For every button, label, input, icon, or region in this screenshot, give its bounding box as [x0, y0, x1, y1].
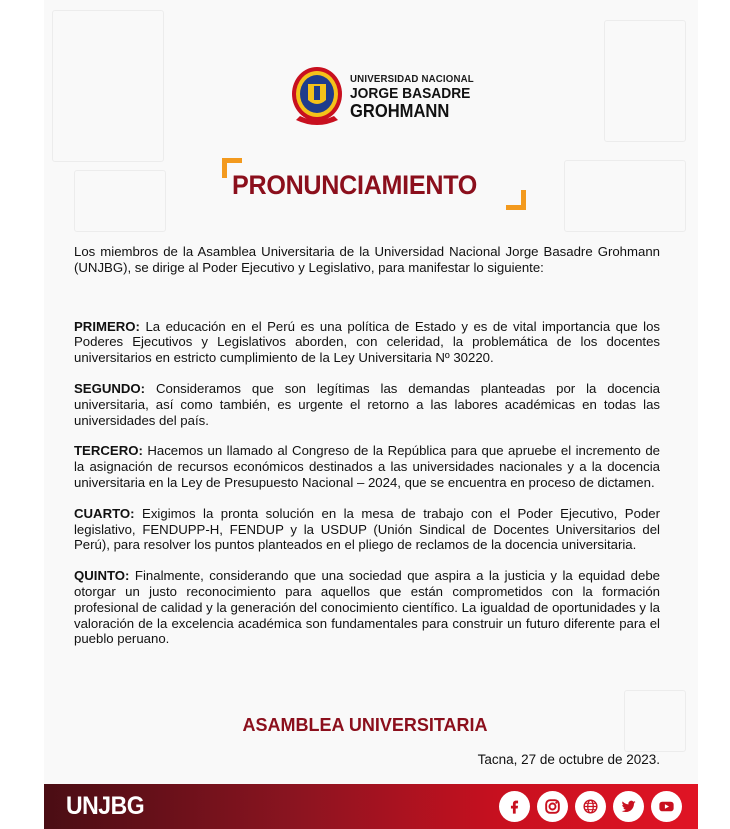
intro-paragraph: Los miembros de la Asamblea Universitaria de la Universidad Nacional Jorge Basadre Grohmann (UNJBG), se dirige al Poder Ejecutivo y Legislativo, para manifestar lo siguiente: [74, 244, 660, 275]
point-tercero [74, 443, 660, 490]
point-text: La educación en el Perú es una política de Estado y es de vital importancia que los Poderes Ejecutivos y Legislativos aborden, con celeridad, la problemática de los docentes universitarios en estricto cumplimiento de la Ley Universitaria Nº 30220. [74, 318, 660, 366]
point-segundo [74, 381, 660, 428]
point-label: QUINTO: [74, 568, 130, 584]
facebook-icon[interactable] [499, 791, 530, 822]
social-links [499, 791, 682, 822]
university-name-line2: JORGE BASADRE [350, 85, 471, 103]
point-text: Consideramos que son legítimas las demandas planteadas por la docencia universitaria, así como también, es urgente el retorno a las labores académicas en todas las universidades del país. [74, 380, 660, 428]
point-text: Exigimos la pronta solución en la mesa de trabajo con el Poder Ejecutivo, Poder legislativo, FENDUPP-H, FENDUP y la USDUP (Unión Sindical de Docentes Universitarios del Perú), para resolver los puntos planteados en el pliego de reclamos de la docencia universitaria. [74, 505, 661, 553]
point-text: Hacemos un llamado al Congreso de la República para que apruebe el incremento de la asignación de recursos económicos destinados a las universidades nacionales y a la docencia universitaria en la Ley de Presupuesto Nacional – 2024, que se encuentra en proceso de dictamen. [74, 443, 661, 490]
youtube-icon[interactable] [651, 791, 682, 822]
document-date: Tacna, 27 de octubre de 2023. [477, 752, 660, 767]
title-block [222, 158, 526, 210]
point-text: Finalmente, considerando que una sociedad que aspira a la justicia y la equidad debe otorgar un justo reconocimiento para aquellos que están comprometidos con la formación profesional de calidad y la generación del conocimiento científico. La igualdad de oportunidades y la valoración de la excelencia académica son fundamentales para construir un futuro diferente para el pueblo peruano. [74, 568, 660, 647]
point-cuarto [74, 506, 660, 553]
point-quinto [74, 568, 660, 647]
footer-bar [44, 784, 698, 829]
signature: ASAMBLEA UNIVERSITARIA [242, 715, 488, 735]
background-pattern-box [604, 20, 686, 142]
document-body [74, 244, 660, 662]
footer-brand: UNJBG [66, 792, 145, 820]
twitter-icon[interactable] [613, 791, 644, 822]
background-pattern-box [564, 160, 686, 232]
point-label: TERCERO: [74, 443, 143, 459]
point-label: SEGUNDO: [74, 380, 146, 396]
point-label: PRIMERO: [74, 318, 140, 334]
background-pattern-box [52, 10, 164, 162]
university-seal-icon [290, 64, 344, 130]
page-title: PRONUNCIAMIENTO [232, 170, 478, 200]
university-logo [290, 62, 485, 132]
web-icon[interactable] [575, 791, 606, 822]
instagram-icon[interactable] [537, 791, 568, 822]
background-pattern-box [74, 170, 166, 232]
point-primero [74, 319, 660, 366]
university-name-line1: UNIVERSIDAD NACIONAL [350, 72, 474, 85]
title-bracket-bottom-right [506, 190, 526, 210]
university-name-line3: GROHMANN [350, 101, 450, 122]
point-label: CUARTO: [74, 505, 135, 521]
